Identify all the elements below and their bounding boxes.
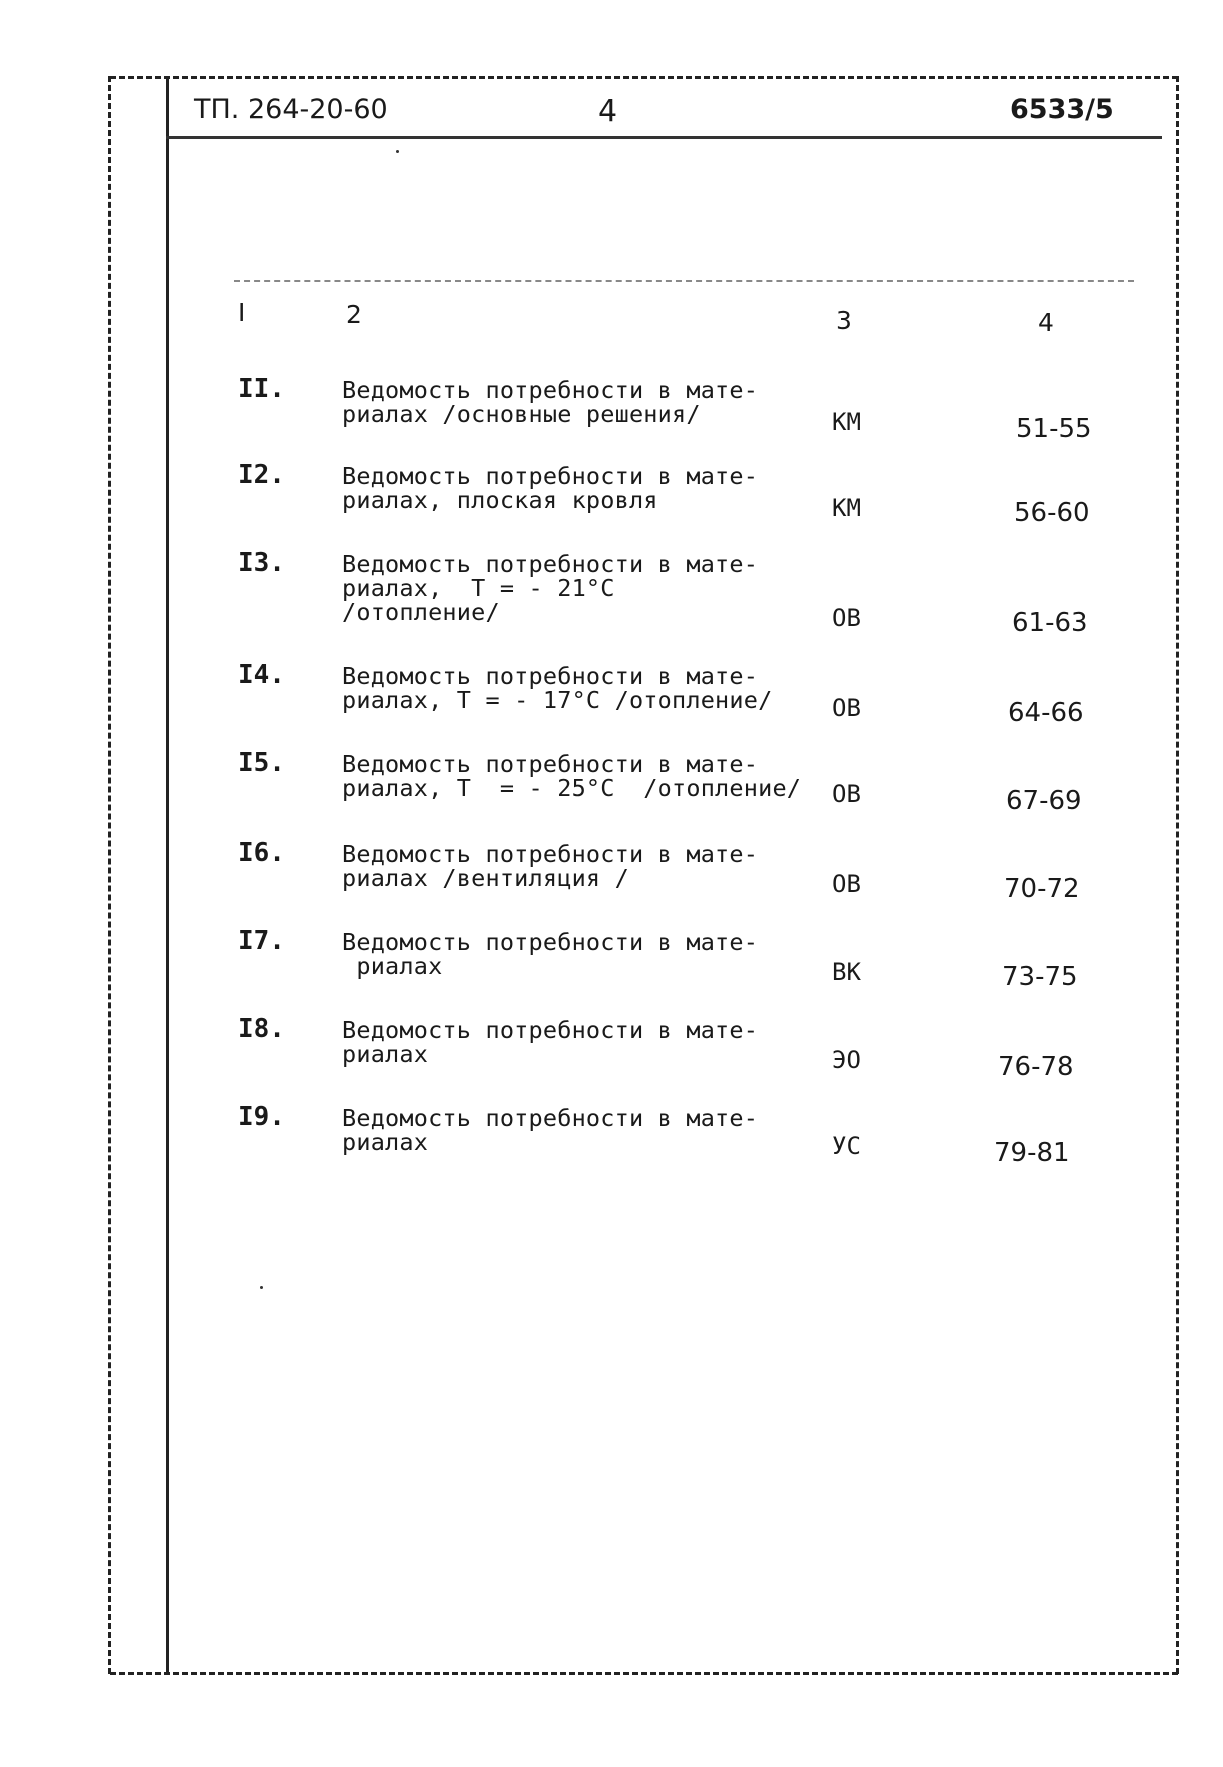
row-description: Ведомость потребности в мате- риалах, плоская кровля	[342, 462, 759, 514]
archive-number: 6533/5	[1010, 94, 1114, 125]
sheet-number: 4	[598, 94, 618, 129]
table-row	[0, 1102, 1223, 1182]
table-row	[0, 548, 1223, 638]
row-description: Ведомость потребности в мате- риалах /основные решения/	[342, 376, 759, 428]
row-description: Ведомость потребности в мате- риалах	[342, 928, 759, 980]
row-number: I4.	[238, 660, 285, 690]
table-top-rule	[234, 280, 1134, 282]
row-description: Ведомость потребности в мате- риалах, Т = - 17°С /отопление/	[342, 662, 773, 714]
row-description: Ведомость потребности в мате- риалах, Т = - 21°С /отопление/	[342, 550, 759, 626]
table-row	[0, 1014, 1223, 1094]
table-row	[0, 660, 1223, 740]
row-section-code: ОВ	[832, 870, 861, 898]
row-section-code: ОВ	[832, 694, 861, 722]
table-row	[0, 460, 1223, 540]
row-section-code: ОВ	[832, 604, 861, 632]
row-number: I2.	[238, 460, 285, 490]
row-number: II.	[238, 374, 285, 404]
row-pages: 67-69	[1006, 786, 1082, 816]
speck-mark	[260, 1286, 263, 1289]
row-number: I8.	[238, 1014, 285, 1044]
row-pages: 64-66	[1008, 698, 1084, 728]
row-section-code: УС	[832, 1132, 861, 1160]
row-pages: 73-75	[1002, 962, 1078, 992]
doc-code: ТП. 264-20-60	[194, 94, 388, 125]
frame-top-border	[110, 76, 1178, 79]
row-section-code: КМ	[832, 494, 861, 522]
row-section-code: ОВ	[832, 780, 861, 808]
row-description: Ведомость потребности в мате- риалах, Т = - 25°С /отопление/	[342, 750, 802, 802]
frame-bottom-border	[110, 1672, 1178, 1675]
row-pages: 51-55	[1016, 414, 1092, 444]
row-section-code: ЭО	[832, 1046, 861, 1074]
row-number: I7.	[238, 926, 285, 956]
row-number: I6.	[238, 838, 285, 868]
row-number: I5.	[238, 748, 285, 778]
row-number: I3.	[238, 548, 285, 578]
row-description: Ведомость потребности в мате- риалах	[342, 1104, 759, 1156]
row-description: Ведомость потребности в мате- риалах /вентиляция /	[342, 840, 759, 892]
column-head-4: 4	[1038, 308, 1054, 337]
row-section-code: ВК	[832, 958, 861, 986]
row-description: Ведомость потребности в мате- риалах	[342, 1016, 759, 1068]
row-pages: 61-63	[1012, 608, 1088, 638]
row-pages: 56-60	[1014, 498, 1090, 528]
column-head-1: I	[238, 298, 246, 327]
table-row	[0, 838, 1223, 918]
row-section-code: КМ	[832, 408, 861, 436]
row-pages: 76-78	[998, 1052, 1074, 1082]
speck-mark	[396, 150, 399, 153]
row-pages: 79-81	[994, 1138, 1070, 1168]
column-head-2: 2	[346, 300, 362, 329]
table-row	[0, 748, 1223, 828]
column-head-3: 3	[836, 306, 852, 335]
row-pages: 70-72	[1004, 874, 1080, 904]
row-number: I9.	[238, 1102, 285, 1132]
table-row	[0, 926, 1223, 1006]
table-row	[0, 374, 1223, 454]
header-rule	[166, 136, 1162, 139]
